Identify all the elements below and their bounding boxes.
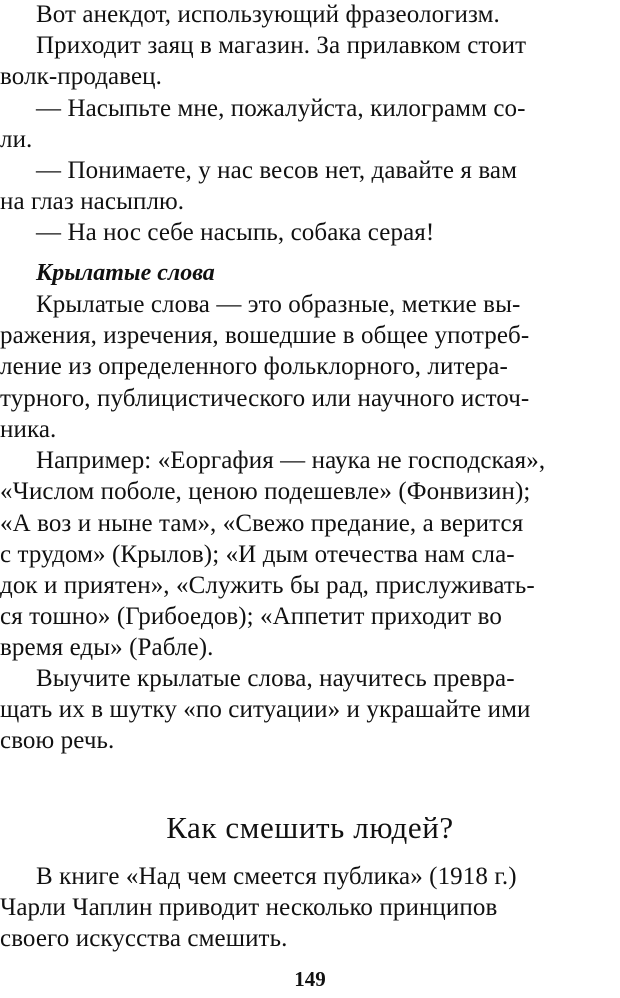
text-line: ление из определенного фольклорного, литера- bbox=[0, 353, 508, 380]
text-line: на глаз насыплю. bbox=[0, 188, 185, 215]
text-line: время еды» (Рабле). bbox=[0, 634, 214, 661]
text-line: Например: «Еоргафия — наука не господская», bbox=[36, 447, 546, 474]
text-line: — На нос себе насыпь, собака серая! bbox=[36, 219, 435, 246]
text-line: «А воз и ныне там», «Свежо предание, а верится bbox=[0, 510, 524, 537]
text-line: «Числом поболе, ценою подешевле» (Фонвизин); bbox=[0, 478, 531, 505]
text-line: своего искусства смешить. bbox=[0, 925, 288, 952]
text-line: Крылатые слова — это образные, меткие вы- bbox=[36, 291, 521, 318]
text-line: — Понимаете, у нас весов нет, давайте я вам bbox=[36, 157, 518, 184]
text-line: турного, публицистического или научного источ- bbox=[0, 385, 530, 412]
text-line: ли. bbox=[0, 126, 33, 153]
text-line: ника. bbox=[0, 416, 57, 443]
page-number: 149 bbox=[294, 967, 326, 991]
text-line: ражения, изречения, вошедшие в общее употреб- bbox=[0, 322, 530, 349]
text-line: с трудом» (Крылов); «И дым отечества нам сла- bbox=[0, 541, 515, 568]
text-line: свою речь. bbox=[0, 727, 115, 754]
text-line: В книге «Над чем смеется публика» (1918 г.) bbox=[36, 863, 517, 890]
text-line: Приходит заяц в магазин. За прилавком стоит bbox=[36, 32, 527, 59]
text-line: — Насыпьте мне, пожалуйста, килограмм со- bbox=[36, 95, 526, 122]
text-line: док и приятен», «Служить бы рад, прислуживать- bbox=[0, 572, 535, 599]
text-line: волк-продавец. bbox=[0, 63, 163, 90]
text-line: Чарли Чаплин приводит несколько принципов bbox=[0, 894, 498, 921]
text-line: Выучите крылатые слова, научитесь превра- bbox=[36, 665, 515, 692]
text-line: ся тошно» (Грибоедов); «Аппетит приходит во bbox=[0, 603, 502, 630]
text-line: Вот анекдот, использующий фразеологизм. bbox=[36, 1, 500, 28]
section-heading: Крылатые слова bbox=[36, 260, 215, 286]
text-line: щать их в шутку «по ситуации» и украшайте ими bbox=[0, 696, 531, 723]
chapter-title: Как смешить людей? bbox=[166, 810, 454, 845]
